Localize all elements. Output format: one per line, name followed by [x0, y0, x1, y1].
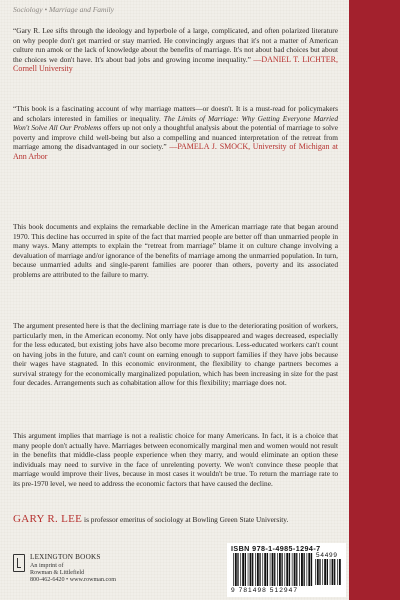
publisher-name: LEXINGTON BOOKS: [30, 553, 101, 561]
blurb-lichter: [13, 26, 338, 74]
addon-barcode-icon: [315, 559, 341, 585]
barcode-panel: [227, 543, 346, 597]
description-paragraph-1: This book documents and explains the remarkable decline in the American marriage rate that began around 1970. This decline has occurred in spite of the fact that married people are better off than unmarried people in many ways. Many attempts to explain the “retreat from marriage” blame it on culture change involving a devaluation of marriage and/or ignorance of the benefits of marriage among the unmarried population. In turn, because unmarried adults and single-parent families are poorer than others, poverty and its associated problems are attributed to the failure to marry.: [13, 222, 338, 279]
publisher-contact: 800-462-6420 • www.rowman.com: [30, 577, 117, 583]
publisher-parent: Rowman & Littlefield: [30, 570, 85, 576]
blurb-text-2: offers up not only a thoughtful analysis about the potential of marriage to solve poverty and improve child well-being but also a compelling and nuanced interpretation of the retreat from marriage among the disadvantaged in our society.”: [13, 123, 338, 152]
price-addon-digits: 54499: [316, 552, 338, 559]
book-title: The Limits of Marriage: Why Getting Everyone Married Won't Solve All Our Problems: [13, 113, 338, 133]
author-bio: [13, 515, 338, 525]
description-paragraph-2: The argument presented here is that the declining marriage rate is due to the deteriorating position of workers, particularly men, in the American economy. Not only have jobs disappeared and wages decreased, especially for the less educated, but existing jobs have also become more precarious. Less-educated workers can't count on having jobs in the future, and can't count on earning enough to support families if they have jobs because their wages have stagnated. In this economic environment, the flexibility to change partners becomes a survival strategy for the economically marginalized population, which has been increasing in size for the past four decades. Arrangements such as cohabitation allow for this flexibility; marriage does not.: [13, 321, 338, 388]
author-name: GARY R. LEE: [13, 513, 83, 525]
blurb-text: “This book is a fascinating account of why marriage matters—or doesn't. It is a must-read for policymakers and scholars interested in families or inequality.: [13, 104, 338, 123]
description-paragraph-3: This argument implies that marriage is not a realistic choice for many Americans. In fact, it is a choice that many people don't actually have. Marriages between economically marginal men and women would not result in the benefits that middle-class people experience when they marry, and would eliminate an option these individuals may need to survive in the face of unrelenting poverty. We won't convince these people that marriage would improve their lives, because in most cases it wouldn't be true. To return the marriage rate to its pre-1970 level, we need to address the economic factors that have caused the decline.: [13, 431, 338, 488]
blurb-attribution-org: Cornell University: [13, 64, 73, 74]
blurb-attribution-name: —PAMELA J. SMOCK,: [169, 142, 251, 152]
lexington-logo-icon: [13, 554, 25, 572]
blurb-text: “Gary R. Lee sifts through the ideology and hyperbole of a large, complicated, and often polarized literature on why people don't get married or stay married. He convincingly argues that it's not a matter of American culture run amok or the lack of knowledge about the benefits of marriage. It's not about bad choices but about the choices we don't have. It's about bad jobs and growing income inequality.”: [13, 26, 338, 64]
ean-barcode-icon: [233, 553, 313, 587]
barcode-digits: 9 781498 512947: [231, 587, 299, 594]
publisher-block: [13, 550, 173, 595]
publisher-imprint: An imprint of: [30, 563, 64, 569]
category-label: Sociology • Marriage and Family: [13, 5, 114, 14]
author-bio-text: is professor emeritus of sociology at Bowling Green State University.: [84, 515, 289, 524]
blurb-attribution-org: University of Michigan at Ann Arbor: [13, 142, 338, 161]
red-side-band: [349, 0, 400, 600]
blurb-attribution-name: —DANIEL T. LICHTER,: [253, 54, 338, 64]
isbn-label: ISBN 978-1-4985-1294-7: [231, 544, 321, 553]
blurb-smock: [13, 104, 338, 161]
